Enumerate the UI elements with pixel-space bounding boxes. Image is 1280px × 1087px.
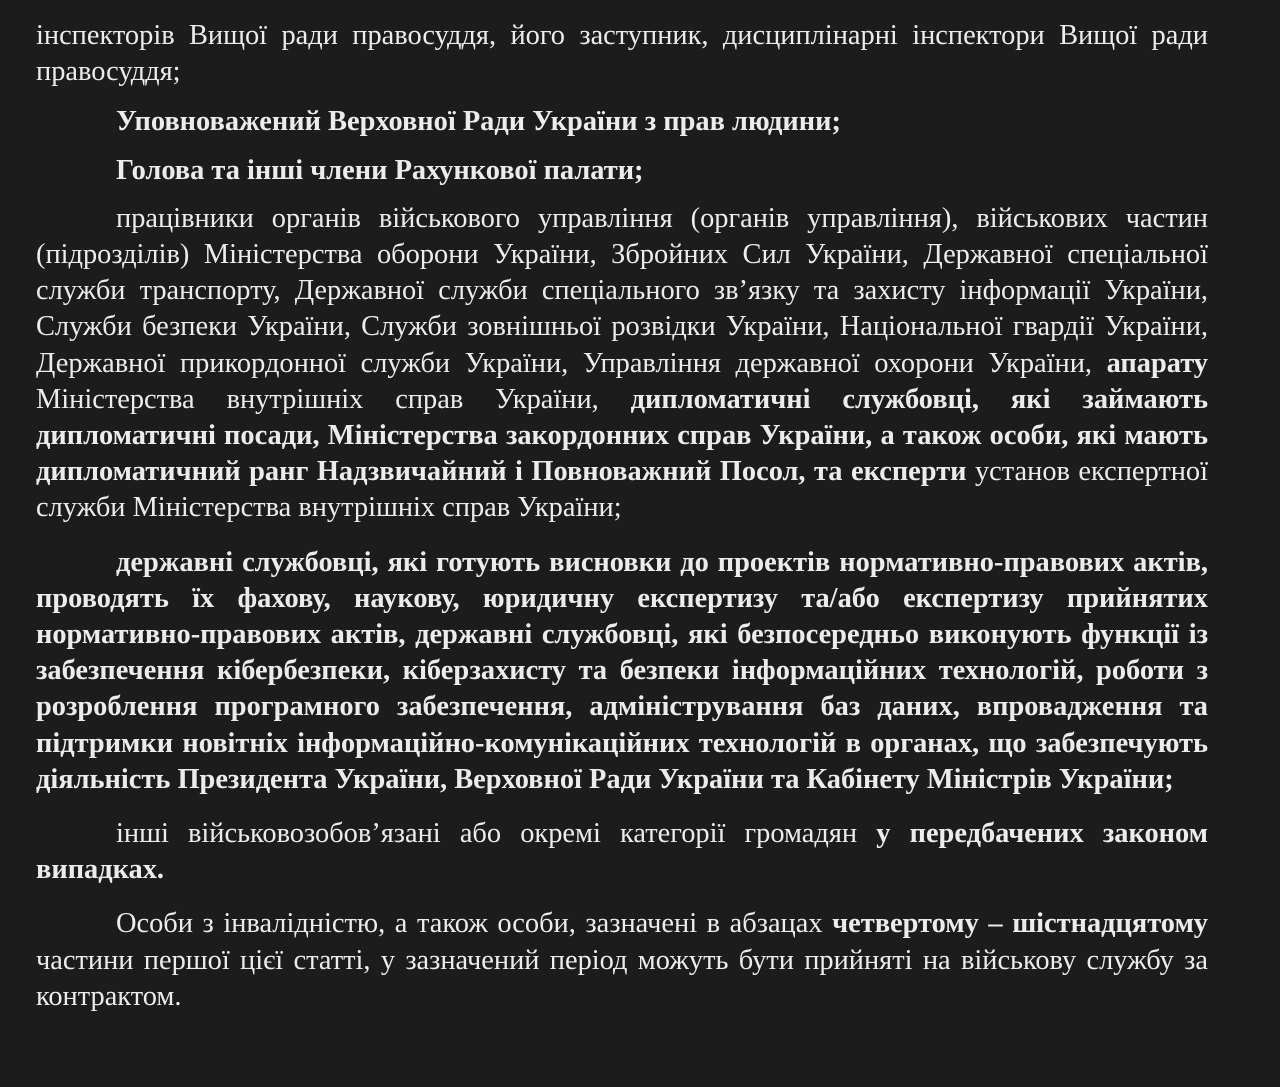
paragraph-text-bold: дипломатичні службовці, які займають дипломатичні посади, Міністерства закордонних справ України, а також особи, які мають дипломатичний ранг Надзвичайний і Повноважний Посол, та експерти bbox=[36, 383, 1208, 488]
paragraph-text-bold: у передбачених законом випадках. bbox=[36, 818, 1209, 886]
paragraph-civil-servants bbox=[36, 545, 1208, 798]
paragraph-persons-with-disabilities bbox=[36, 906, 1208, 1015]
paragraph-text-bold: апарату bbox=[1106, 347, 1208, 379]
paragraph-text-bold: Голова та інші члени Рахункової палати; bbox=[116, 154, 644, 186]
paragraph-text: інші військовозобов’язані або окремі категорії громадян bbox=[116, 818, 877, 850]
paragraph-accounting-chamber bbox=[36, 153, 1208, 189]
document-page bbox=[36, 18, 1208, 1015]
paragraph-text: інспекторів Вищої ради правосуддя, його заступник, дисциплінарні інспектори Вищої ради правосуддя; bbox=[36, 20, 1208, 88]
paragraph-other-conscripts bbox=[36, 816, 1208, 888]
paragraph-text: частини першої цієї статті, у зазначений період можуть бути прийняті на військову службу за контрактом. bbox=[36, 944, 1208, 1012]
paragraph-text: Особи з інвалідністю, а також особи, зазначені в абзацах bbox=[116, 908, 833, 940]
paragraph-hcj-inspectors bbox=[36, 18, 1208, 90]
paragraph-ombudsman bbox=[36, 104, 1208, 140]
paragraph-text: працівники органів військового управління (органів управління), військових частин (підрозділів) Міністерства оборони України, Збройних Сил України, Державної спеціальної служби транспорту, Державної служби спеціального зв’язку та захисту інформації України, Служби безпеки України, Служби зовнішньої розвідки України, Національної гвардії України, Державної прикордонної служби України, Управління державної охорони України, bbox=[36, 202, 1208, 379]
paragraph-military-employees bbox=[36, 201, 1208, 527]
paragraph-text-bold: четвертому – шістнадцятому bbox=[832, 908, 1208, 940]
paragraph-text: Міністерства внутрішніх справ України, bbox=[36, 383, 631, 415]
paragraph-text-bold: Уповноважений Верховної Ради України з прав людини; bbox=[116, 106, 841, 138]
paragraph-text-bold: державні службовці, які готують висновки до проектів нормативно-правових актів, проводять їх фахову, наукову, юридичну експертизу та/або експертизу прийнятих нормативно-правових актів, державні службовці, які безпосередньо виконують функції із забезпечення кібербезпеки, кіберзахисту та безпеки інформаційних технологій, роботи з розроблення програмного забезпечення, адміністрування баз даних, впровадження та підтримки новітніх інформаційно-комунікаційних технологій в органах, що забезпечують діяльність Президента України, Верховної Ради України та Кабінету Міністрів України; bbox=[36, 546, 1208, 795]
paragraph-text: установ експертної служби Міністерства внутрішніх справ України; bbox=[36, 456, 1208, 524]
